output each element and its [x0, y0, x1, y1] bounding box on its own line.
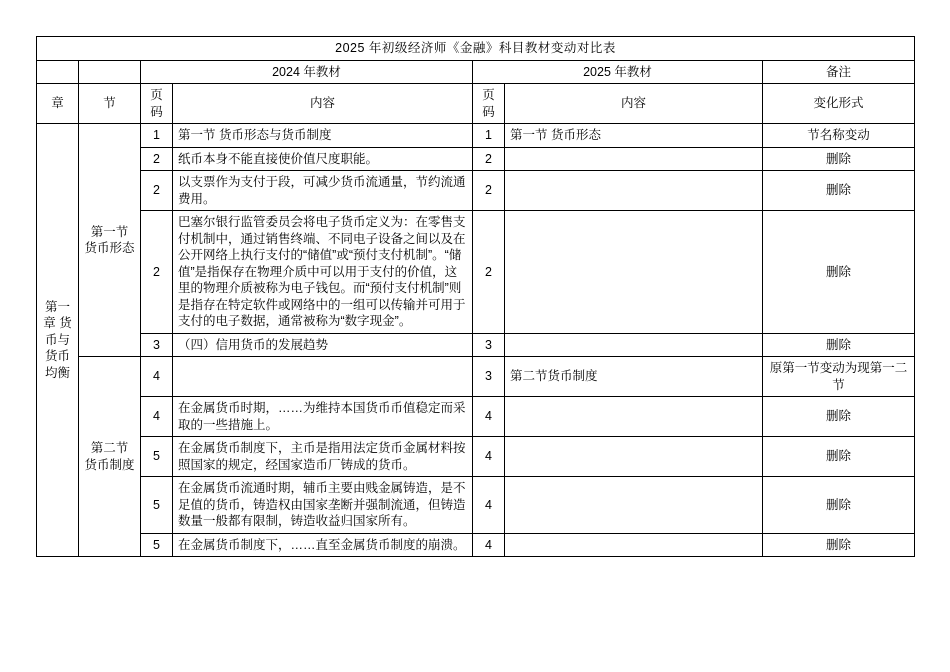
table-row — [37, 124, 915, 148]
page-2025: 4 — [473, 397, 505, 437]
page-2024: 2 — [141, 211, 173, 334]
page-2025: 4 — [473, 437, 505, 477]
header-chapter: 章 — [37, 84, 79, 124]
content-2025 — [505, 147, 763, 171]
section-cell: 第一节 货币形态 — [79, 124, 141, 357]
page-2025: 2 — [473, 171, 505, 211]
table-row — [37, 533, 915, 557]
header-group-row — [37, 60, 915, 84]
page-2024: 1 — [141, 124, 173, 148]
change-type: 删除 — [763, 477, 915, 534]
content-2024: （四）信用货币的发展趋势 — [173, 333, 473, 357]
header-2025: 2025 年教材 — [473, 60, 763, 84]
content-2024: 第一节 货币形态与货币制度 — [173, 124, 473, 148]
content-2024: 纸币本身不能直接使价值尺度职能。 — [173, 147, 473, 171]
change-type: 删除 — [763, 171, 915, 211]
table-row — [37, 333, 915, 357]
header-page-2025: 页码 — [473, 84, 505, 124]
content-2025: 第一节 货币形态 — [505, 124, 763, 148]
content-2025 — [505, 211, 763, 334]
change-type: 删除 — [763, 147, 915, 171]
page-2024: 5 — [141, 533, 173, 557]
content-2024: 巴塞尔银行监管委员会将电子货币定义为：在零售支付机制中，通过销售终端、不同电子设备之间以及在公开网络上执行支付的“储值”或“预付支付机制”。“储值”是指保存在物理介质中可以用于支付的价值，这里的物理介质被称为电子钱包。而“预付支付机制”则是指存在特定软件或网络中的一组可以传输并可用于支付的电子数据，通常被称为“数字现金”。 — [173, 211, 473, 334]
page-2024: 2 — [141, 171, 173, 211]
header-spacer-chapter — [37, 60, 79, 84]
chapter-cell: 第一章 货币与货币均衡 — [37, 124, 79, 557]
header-change-type: 变化形式 — [763, 84, 915, 124]
table-row — [37, 437, 915, 477]
table-row — [37, 211, 915, 334]
header-2024: 2024 年教材 — [141, 60, 473, 84]
change-type: 删除 — [763, 533, 915, 557]
page-2025: 3 — [473, 357, 505, 397]
content-2024: 在金属货币时期，……为维持本国货币币值稳定而采取的一些措施上。 — [173, 397, 473, 437]
table-row — [37, 147, 915, 171]
page-2024: 5 — [141, 437, 173, 477]
table-row — [37, 477, 915, 534]
header-spacer-section — [79, 60, 141, 84]
title-row — [37, 37, 915, 61]
change-type: 删除 — [763, 397, 915, 437]
page-2025: 2 — [473, 147, 505, 171]
content-2025 — [505, 477, 763, 534]
content-2025 — [505, 533, 763, 557]
page-2024: 5 — [141, 477, 173, 534]
page-2024: 4 — [141, 357, 173, 397]
content-2025 — [505, 333, 763, 357]
content-2024: 在金属货币流通时期，辅币主要由贱金属铸造，是不足值的货币，铸造权由国家垄断并强制流通，但铸造数量一般都有限制，铸造收益归国家所有。 — [173, 477, 473, 534]
table-row — [37, 397, 915, 437]
content-2025 — [505, 397, 763, 437]
change-type: 原第一节变动为现第一二节 — [763, 357, 915, 397]
header-page-2024: 页码 — [141, 84, 173, 124]
section-cell: 第二节 货币制度 — [79, 357, 141, 557]
page-2025: 2 — [473, 211, 505, 334]
content-2025: 第二节货币制度 — [505, 357, 763, 397]
page-2025: 3 — [473, 333, 505, 357]
change-type: 删除 — [763, 211, 915, 334]
content-2024: 以支票作为支付于段，可减少货币流通量，节约流通费用。 — [173, 171, 473, 211]
change-type: 节名称变动 — [763, 124, 915, 148]
content-2024: 在金属货币制度下，主币是指用法定货币金属材料按照国家的规定，经国家造币厂铸成的货币。 — [173, 437, 473, 477]
header-sub-row — [37, 84, 915, 124]
header-content-2024: 内容 — [173, 84, 473, 124]
change-type: 删除 — [763, 333, 915, 357]
content-2024 — [173, 357, 473, 397]
page-2025: 1 — [473, 124, 505, 148]
content-2025 — [505, 437, 763, 477]
comparison-table — [36, 36, 915, 557]
header-note: 备注 — [763, 60, 915, 84]
header-section: 节 — [79, 84, 141, 124]
header-content-2025: 内容 — [505, 84, 763, 124]
table-row — [37, 171, 915, 211]
page-2025: 4 — [473, 477, 505, 534]
page-2025: 4 — [473, 533, 505, 557]
table-row — [37, 357, 915, 397]
page-title: 2025 年初级经济师《金融》科目教材变动对比表 — [37, 37, 915, 61]
page-2024: 3 — [141, 333, 173, 357]
page-2024: 2 — [141, 147, 173, 171]
content-2025 — [505, 171, 763, 211]
change-type: 删除 — [763, 437, 915, 477]
content-2024: 在金属货币制度下，……直至金属货币制度的崩溃。 — [173, 533, 473, 557]
page-2024: 4 — [141, 397, 173, 437]
